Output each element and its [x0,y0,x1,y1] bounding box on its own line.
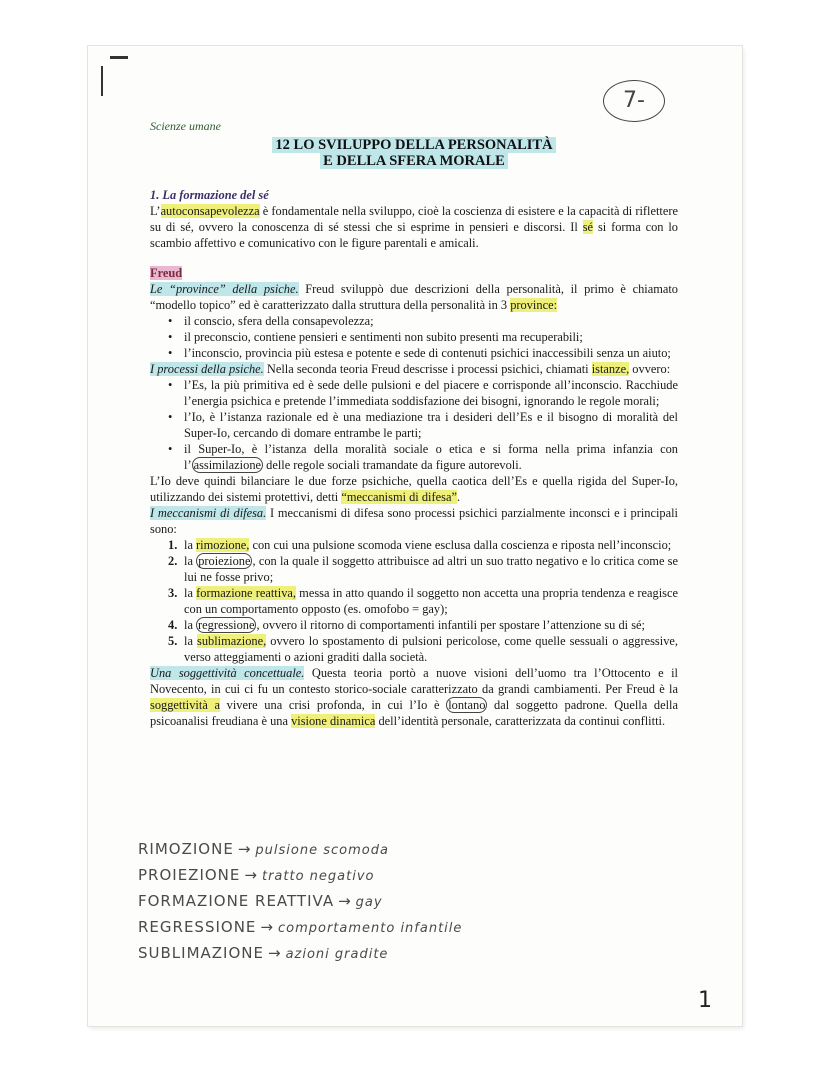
note-line: REGRESSIONE → comportamento infantile [138,918,463,936]
document-body [150,187,678,729]
paragraph-self: L’autoconsapevolezza è fondamentale nella sviluppo, cioè la coscienza di esistere e la capacità di riflettere su di sé, ovvero la conoscenza di sé stessi che si esprime in pensieri e discorsi. Il sé si forma con lo scambio affettivo e comunicativo con le figure parentali e amicali. [150,204,679,250]
list-item: • l’Es, la più primitiva ed è sede delle pulsioni e del piacere e corrisponde all’inconscio. Racchiude l’energia psichica e pretende l’immediata soddisfazione dei bisogni, ignorando le regole morali; [184,377,678,409]
chapter-title-line2: E DELLA SFERA MORALE [0,153,828,170]
paragraph-province: Le “province” della psiche. Freud sviluppò due descrizioni della personalità, il primo è chiamato “modello topico” ed è caratterizzato dalla struttura della personalità in 3 province: [150,282,679,312]
subject-label: Scienze umane [150,119,221,133]
istanze-list [150,377,678,473]
list-item: 3. la formazione reattiva, messa in atto quando il soggetto non accetta una propria tendenza e reagisce con un comportamento opposto (es. omofobo = gay); [168,586,679,616]
list-item: • l’inconscio, provincia più estesa e potente e sede di contenuti psichici inaccessibili senza un aiuto; [184,345,678,361]
list-item: 2. la proiezione , con la quale il soggetto attribuisce ad altri un suo tratto negativo e lo critica come se lui ne fosse privo; [168,554,678,584]
paragraph-processi: I processi della psiche. Nella seconda teoria Freud descrisse i processi psichici, chiamati istanze, ovvero: [150,362,671,376]
pen-mark [110,56,128,59]
paragraph-soggettivita: Una soggettività concettuale. Questa teoria portò a nuove visioni dell’uomo tra l’Ottocento e il Novecento, in cui ci fu un contesto storico-sociale caratterizzato da grandi cambiamenti. Per Freud è la soggettività a vivere una crisi profonda, in cui l’Io è lontano dal soggetto padrone. Quella della psicoanalisi freudiana è una visione dinamica dell’identità personale, caratterizzata da continui conflitti. [150,666,678,728]
pen-tick [101,66,103,96]
section-heading: 1. La formazione del sé [150,188,269,202]
list-item: • il Super-Io, è l’istanza della moralità sociale o etica e si forma nella prima infanzia con l’ assimilazione delle regole sociali tramandate da figure autorevoli. [184,441,678,473]
list-item: 1. la rimozione, con cui una pulsione scomoda viene esclusa dalla coscienza e riposta nell’inconscio; [168,538,672,552]
note-line: SUBLIMAZIONE → azioni gradite [138,944,389,962]
list-item: • l’Io, è l’istanza razionale ed è una mediazione tra i desideri dell’Es e il bisogno di moralità del Super-Io, cercando di domare entrambe le parti; [184,409,678,441]
mechanisms-list [150,537,678,665]
province-list [150,313,678,361]
list-item: 4. la regressione , ovvero il ritorno di comportamenti infantili per spostare l’attenzione su di sé; [168,618,645,632]
chapter-title-line1: 12 LO SVILUPPO DELLA PERSONALITÀ [0,137,828,154]
paragraph-difesa: I meccanismi di difesa. I meccanismi di difesa sono processi psichici parzialmente inconsci e i principali sono: [150,506,678,536]
paragraph-io: L’Io deve quindi bilanciare le due forze psichiche, quella caotica dell’Es e quella rigida del Super-Io, utilizzando dei sistemi protettivi, detti “meccanismi di difesa”. [150,474,678,504]
page-number: 1 [698,988,712,1013]
list-item: • il conscio, sfera della consapevolezza; [184,313,678,329]
list-item: 5. la sublimazione, ovvero lo spostamento di pulsioni pericolose, come quelle sessuali o aggressive, verso atteggiamenti o azioni graditi dalla società. [168,634,678,664]
handwritten-notes [138,840,462,970]
freud-heading: Freud [150,266,183,280]
note-line: RIMOZIONE → pulsione scomoda [138,840,389,858]
note-line: FORMAZIONE REATTIVA → gay [138,892,383,910]
circled-page-number: 7- [603,80,665,122]
list-item: • il preconscio, contiene pensieri e sentimenti non subito presenti ma recuperabili; [184,329,678,345]
note-line: PROIEZIONE → tratto negativo [138,866,375,884]
